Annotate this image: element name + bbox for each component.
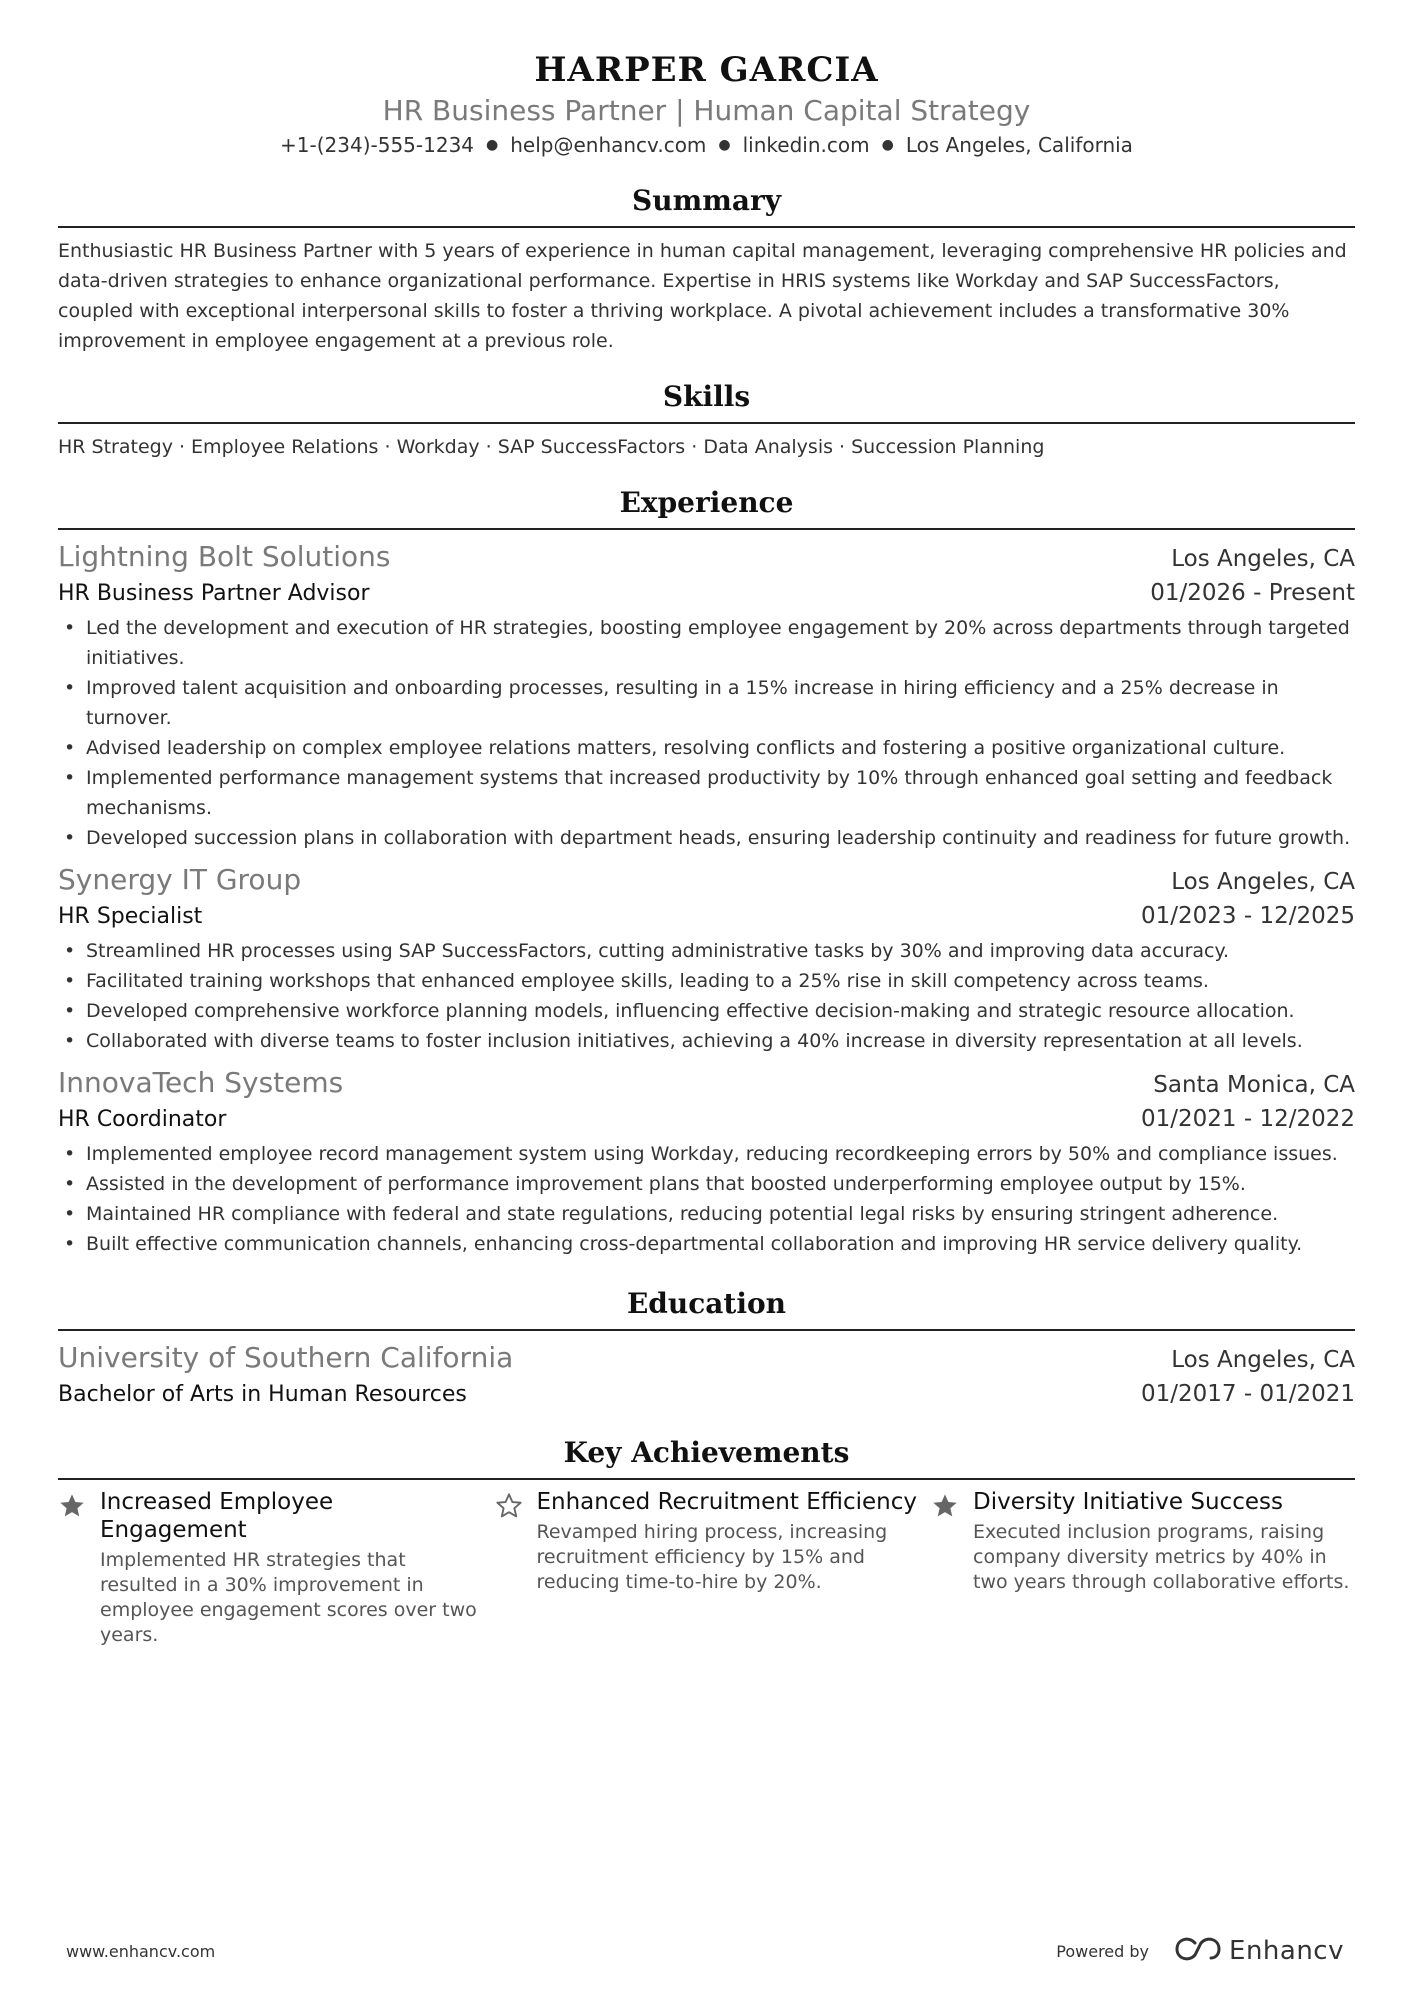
achievement-item bbox=[931, 1488, 1355, 1648]
powered-by bbox=[1056, 1936, 1344, 1966]
contact-line bbox=[58, 130, 1355, 160]
education-dates: 01/2017 - 01/2021 bbox=[1140, 1381, 1355, 1407]
job-dates: 01/2021 - 12/2022 bbox=[1140, 1106, 1355, 1132]
resume-page bbox=[58, 48, 1355, 1648]
section-heading: Key Achievements bbox=[563, 1436, 850, 1469]
star-filled-icon bbox=[931, 1488, 973, 1648]
linkedin: linkedin.com bbox=[742, 133, 870, 157]
job-bullets bbox=[58, 936, 1355, 1056]
resume-header bbox=[58, 48, 1355, 160]
section-divider bbox=[58, 528, 1355, 530]
achievement-title: Diversity Initiative Success bbox=[973, 1489, 1283, 1515]
education-entry bbox=[58, 1339, 1355, 1412]
bullet-item: • Implemented performance management systems that increased productivity by 10% through enhanced goal setting and feedback mechanisms. bbox=[58, 763, 1355, 823]
section-heading: Skills bbox=[662, 380, 751, 413]
bullet-item: • Collaborated with diverse teams to foster inclusion initiatives, achieving a 40% increase in diversity representation at all levels. bbox=[58, 1026, 1355, 1056]
section-heading: Experience bbox=[619, 486, 794, 519]
job-role: HR Coordinator bbox=[58, 1107, 227, 1132]
job-bullets bbox=[58, 613, 1355, 853]
candidate-title: HR Business Partner | Human Capital Strategy bbox=[382, 94, 1031, 127]
achievement-item bbox=[58, 1488, 482, 1648]
job-bullets bbox=[58, 1139, 1355, 1259]
section-heading: Summary bbox=[632, 184, 781, 217]
bullet-item: • Implemented employee record management system using Workday, reducing recordkeeping errors by 50% and compliance issues. bbox=[58, 1139, 1355, 1169]
achievement-desc: Implemented HR strategies that resulted in a 30% improvement in employee engagement scores over two years. bbox=[100, 1549, 477, 1646]
summary-text: Enthusiastic HR Business Partner with 5 years of experience in human capital management, leveraging comprehensive HR policies and data-driven strategies to enhance organizational performance. Expertise in HRIS systems like Workday and SAP SuccessFactors, coupled with exceptional interpersonal skills to foster a thriving workplace. A pivotal achievement includes a transformative 30% improvement in employee engagement at a previous role. bbox=[58, 240, 1347, 352]
page-footer bbox=[66, 1936, 1344, 1966]
bullet-item: • Led the development and execution of HR strategies, boosting employee engagement by 20% across departments through targeted initiatives. bbox=[58, 613, 1355, 673]
bullet-item: • Developed comprehensive workforce planning models, influencing effective decision-making and strategic resource allocation. bbox=[58, 996, 1355, 1026]
school-name: University of Southern California bbox=[58, 1341, 514, 1374]
job-role: HR Business Partner Advisor bbox=[58, 581, 370, 606]
location: Los Angeles, California bbox=[905, 133, 1133, 157]
candidate-name: HARPER GARCIA bbox=[534, 50, 879, 90]
bullet-item: • Improved talent acquisition and onboarding processes, resulting in a 15% increase in hiring efficiency and a 25% decrease in turnover. bbox=[58, 673, 1355, 733]
bullet-item: • Streamlined HR processes using SAP SuccessFactors, cutting administrative tasks by 30% and improving data accuracy. bbox=[58, 936, 1355, 966]
school-location: Los Angeles, CA bbox=[1171, 1347, 1355, 1373]
job-entry bbox=[58, 1064, 1355, 1259]
email: help@enhancv.com bbox=[510, 133, 707, 157]
summary-section bbox=[58, 182, 1355, 356]
separator-dot: ● bbox=[718, 137, 731, 153]
skills-section bbox=[58, 378, 1355, 462]
job-entry bbox=[58, 861, 1355, 1056]
company-name: Synergy IT Group bbox=[58, 863, 302, 896]
job-location: Los Angeles, CA bbox=[1171, 869, 1355, 895]
separator-dot: ● bbox=[881, 137, 894, 153]
education-section bbox=[58, 1285, 1355, 1412]
achievement-title: Enhanced Recruitment Efficiency bbox=[536, 1489, 917, 1515]
job-entry bbox=[58, 538, 1355, 853]
achievement-title: Increased Employee Engagement bbox=[100, 1489, 334, 1543]
star-outline-icon bbox=[495, 1488, 537, 1648]
section-heading: Education bbox=[626, 1287, 787, 1320]
degree: Bachelor of Arts in Human Resources bbox=[58, 1382, 467, 1407]
achievements-section bbox=[58, 1434, 1355, 1648]
bullet-item: • Facilitated training workshops that enhanced employee skills, leading to a 25% rise in skill competency across teams. bbox=[58, 966, 1355, 996]
star-filled-icon bbox=[58, 1488, 100, 1648]
bullet-item: • Developed succession plans in collaboration with department heads, ensuring leadership continuity and readiness for future growth. bbox=[58, 823, 1355, 853]
achievement-desc: Revamped hiring process, increasing recruitment efficiency by 15% and reducing time-to-hire by 20%. bbox=[536, 1521, 888, 1593]
job-location: Los Angeles, CA bbox=[1171, 546, 1355, 572]
section-divider bbox=[58, 226, 1355, 228]
bullet-item: • Advised leadership on complex employee relations matters, resolving conflicts and fostering a positive organizational culture. bbox=[58, 733, 1355, 763]
brand-name: Enhancv bbox=[1229, 1936, 1344, 1966]
achievement-desc: Executed inclusion programs, raising company diversity metrics by 40% in two years through collaborative efforts. bbox=[973, 1521, 1350, 1593]
separator-dot: ● bbox=[486, 137, 499, 153]
experience-section bbox=[58, 484, 1355, 1259]
section-divider bbox=[58, 422, 1355, 424]
section-divider bbox=[58, 1329, 1355, 1331]
phone: +1-(234)-555-1234 bbox=[280, 133, 475, 157]
bullet-item: • Built effective communication channels, enhancing cross-departmental collaboration and improving HR service delivery quality. bbox=[58, 1229, 1355, 1259]
job-dates: 01/2026 - Present bbox=[1150, 580, 1355, 606]
footer-url[interactable]: www.enhancv.com bbox=[66, 1941, 216, 1961]
enhancv-logo-icon bbox=[1175, 1937, 1221, 1965]
job-dates: 01/2023 - 12/2025 bbox=[1140, 903, 1355, 929]
company-name: Lightning Bolt Solutions bbox=[58, 540, 391, 573]
company-name: InnovaTech Systems bbox=[58, 1066, 344, 1099]
achievement-item bbox=[495, 1488, 919, 1648]
job-role: HR Specialist bbox=[58, 904, 203, 929]
skills-list: HR Strategy · Employee Relations · Workday · SAP SuccessFactors · Data Analysis · Succession Planning bbox=[58, 436, 1045, 458]
section-divider bbox=[58, 1478, 1355, 1480]
bullet-item: • Assisted in the development of performance improvement plans that boosted underperforming employee output by 15%. bbox=[58, 1169, 1355, 1199]
bullet-item: • Maintained HR compliance with federal and state regulations, reducing potential legal risks by ensuring stringent adherence. bbox=[58, 1199, 1355, 1229]
job-location: Santa Monica, CA bbox=[1153, 1072, 1355, 1098]
powered-by-label: Powered by bbox=[1056, 1941, 1150, 1961]
